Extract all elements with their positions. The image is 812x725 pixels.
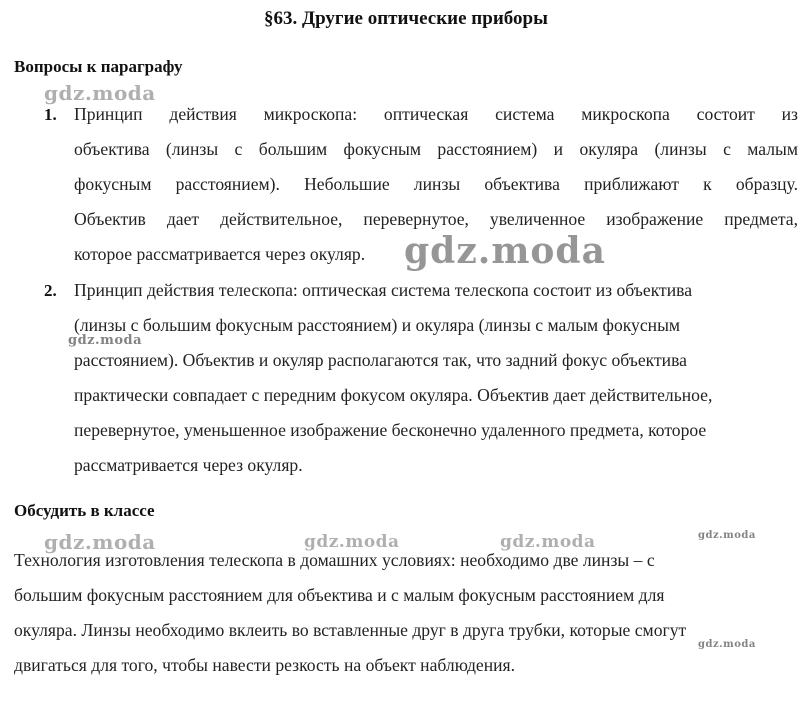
- watermark-logo: gdz.moda: [44, 530, 156, 554]
- watermark-logo: gdz.moda: [698, 639, 756, 650]
- item-2-line-5: перевернутое, уменьшенное изображение бесконечно удаленного предмета, которое: [74, 420, 707, 440]
- watermark-logo: gdz.moda: [500, 532, 596, 552]
- discuss-line-3: окуляра. Линзы необходимо вклеить во вставленные друг в друга трубки, которые смогут: [14, 620, 687, 640]
- watermark-logo: gdz.moda: [304, 532, 400, 552]
- section-heading-questions: Вопросы к параграфу: [14, 57, 183, 76]
- page-title: §63. Другие оптические приборы: [264, 8, 548, 29]
- item-2-line-6: рассматривается через окуляр.: [74, 455, 303, 475]
- item-number-2: 2.: [44, 281, 57, 300]
- discuss-line-2: большим фокусным расстоянием для объектива и с малым фокусным расстоянием для: [14, 585, 665, 605]
- item-1-line-3: фокусным расстоянием). Небольшие линзы объектива приближают к образцу.: [74, 174, 798, 194]
- discuss-line-1: Технология изготовления телескопа в домашних условиях: необходимо две линзы – с: [14, 550, 655, 570]
- watermark-logo: gdz.moda: [404, 230, 606, 272]
- watermark-logo: gdz.moda: [44, 81, 156, 105]
- item-2-line-2: (линзы с большим фокусным расстоянием) и окуляра (линзы с малым фокусным: [74, 315, 681, 335]
- item-1-line-5: которое рассматривается через окуляр.: [74, 244, 366, 264]
- discuss-line-4: двигаться для того, чтобы навести резкость на объект наблюдения.: [14, 655, 516, 675]
- section-heading-discuss: Обсудить в классе: [14, 501, 155, 520]
- item-1-line-4: Объектив дает действительное, перевернутое, увеличенное изображение предмета,: [74, 209, 798, 229]
- item-2-line-4: практически совпадает с передним фокусом окуляра. Объектив дает действительное,: [74, 385, 713, 405]
- item-number-1: 1.: [44, 105, 57, 124]
- watermark-logo: gdz.moda: [68, 333, 143, 348]
- item-1-line-1: Принцип действия микроскопа: оптическая система микроскопа состоит из: [74, 104, 798, 124]
- item-2-line-3: расстоянием). Объектив и окуляр располагаются так, что задний фокус объектива: [74, 350, 687, 370]
- item-1-line-2: объектива (линзы с большим фокусным расстоянием) и окуляра (линзы с малым: [74, 139, 798, 159]
- item-2-line-1: Принцип действия телескопа: оптическая система телескопа состоит из объектива: [74, 280, 693, 300]
- watermark-logo: gdz.moda: [698, 530, 756, 541]
